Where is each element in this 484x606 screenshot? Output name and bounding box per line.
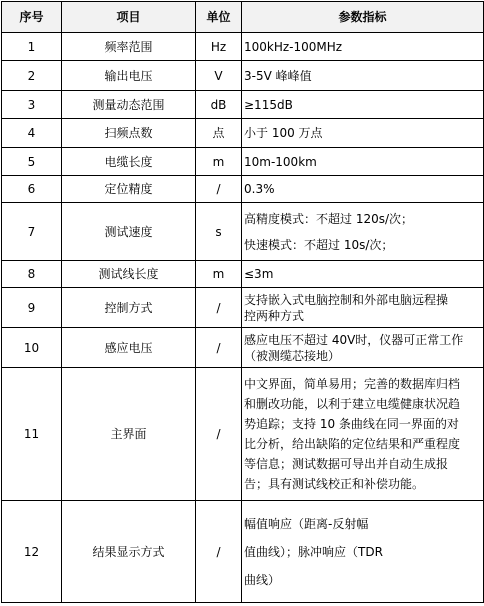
row-spec: 感应电压不超过 40V时，仪器可正常工作 （被测缆芯接地） <box>242 328 484 368</box>
row-spec: 0.3% <box>242 176 484 203</box>
row-number: 5 <box>2 148 62 176</box>
table-row <box>2 368 484 501</box>
row-number: 8 <box>2 261 62 288</box>
row-item: 频率范围 <box>62 33 196 61</box>
row-item: 感应电压 <box>62 328 196 368</box>
row-unit: m <box>196 148 242 176</box>
table-row <box>2 148 484 176</box>
row-spec: 小于 100 万点 <box>242 119 484 148</box>
row-spec: 3-5V 峰峰值 <box>242 61 484 91</box>
row-spec: ≥115dB <box>242 91 484 119</box>
row-spec: 支持嵌入式电脑控制和外部电脑远程操 控两种方式 <box>242 288 484 328</box>
row-item: 测试线长度 <box>62 261 196 288</box>
row-unit: m <box>196 261 242 288</box>
row-number: 3 <box>2 91 62 119</box>
row-number: 9 <box>2 288 62 328</box>
row-item: 扫频点数 <box>62 119 196 148</box>
row-number: 2 <box>2 61 62 91</box>
row-item: 结果显示方式 <box>62 501 196 603</box>
table-row <box>2 91 484 119</box>
row-item: 测试速度 <box>62 203 196 261</box>
table-row <box>2 261 484 288</box>
row-unit: Hz <box>196 33 242 61</box>
header-row <box>2 2 484 33</box>
table-row <box>2 328 484 368</box>
table-row <box>2 203 484 261</box>
row-item: 主界面 <box>62 368 196 501</box>
table-row <box>2 33 484 61</box>
table-row <box>2 61 484 91</box>
header-no: 序号 <box>2 2 62 33</box>
row-spec: 100kHz-100MHz <box>242 33 484 61</box>
row-item: 控制方式 <box>62 288 196 328</box>
row-number: 12 <box>2 501 62 603</box>
row-unit: V <box>196 61 242 91</box>
row-number: 1 <box>2 33 62 61</box>
row-unit: dB <box>196 91 242 119</box>
row-number: 10 <box>2 328 62 368</box>
spec-table <box>1 1 484 603</box>
row-spec: 高精度模式：不超过 120s/次； 快速模式：不超过 10s/次； <box>242 203 484 261</box>
table-row <box>2 501 484 603</box>
row-unit: / <box>196 288 242 328</box>
table-row <box>2 176 484 203</box>
header-item: 项目 <box>62 2 196 33</box>
row-item: 输出电压 <box>62 61 196 91</box>
row-unit: / <box>196 176 242 203</box>
row-number: 4 <box>2 119 62 148</box>
table-row <box>2 288 484 328</box>
row-item: 测量动态范围 <box>62 91 196 119</box>
row-unit: / <box>196 368 242 501</box>
row-number: 6 <box>2 176 62 203</box>
header-unit: 单位 <box>196 2 242 33</box>
row-spec: 幅值响应（距离-反射幅 值曲线）；脉冲响应（TDR 曲线） <box>242 501 484 603</box>
row-number: 11 <box>2 368 62 501</box>
row-unit: 点 <box>196 119 242 148</box>
row-spec: 中文界面，简单易用；完善的数据库归档 和删改功能，以利于建立电缆健康状况趋 势追踪；支持 10 条曲线在同一界面的对 比分析，给出缺陷的定位结果和严重程度 等信息；测试数据可导出并自动生成报 告；具有测试线校正和补偿功能。 <box>242 368 484 501</box>
row-item: 定位精度 <box>62 176 196 203</box>
row-item: 电缆长度 <box>62 148 196 176</box>
header-spec: 参数指标 <box>242 2 484 33</box>
table-row <box>2 119 484 148</box>
row-number: 7 <box>2 203 62 261</box>
row-spec: ≤3m <box>242 261 484 288</box>
row-spec: 10m-100km <box>242 148 484 176</box>
row-unit: / <box>196 501 242 603</box>
row-unit: / <box>196 328 242 368</box>
row-unit: s <box>196 203 242 261</box>
